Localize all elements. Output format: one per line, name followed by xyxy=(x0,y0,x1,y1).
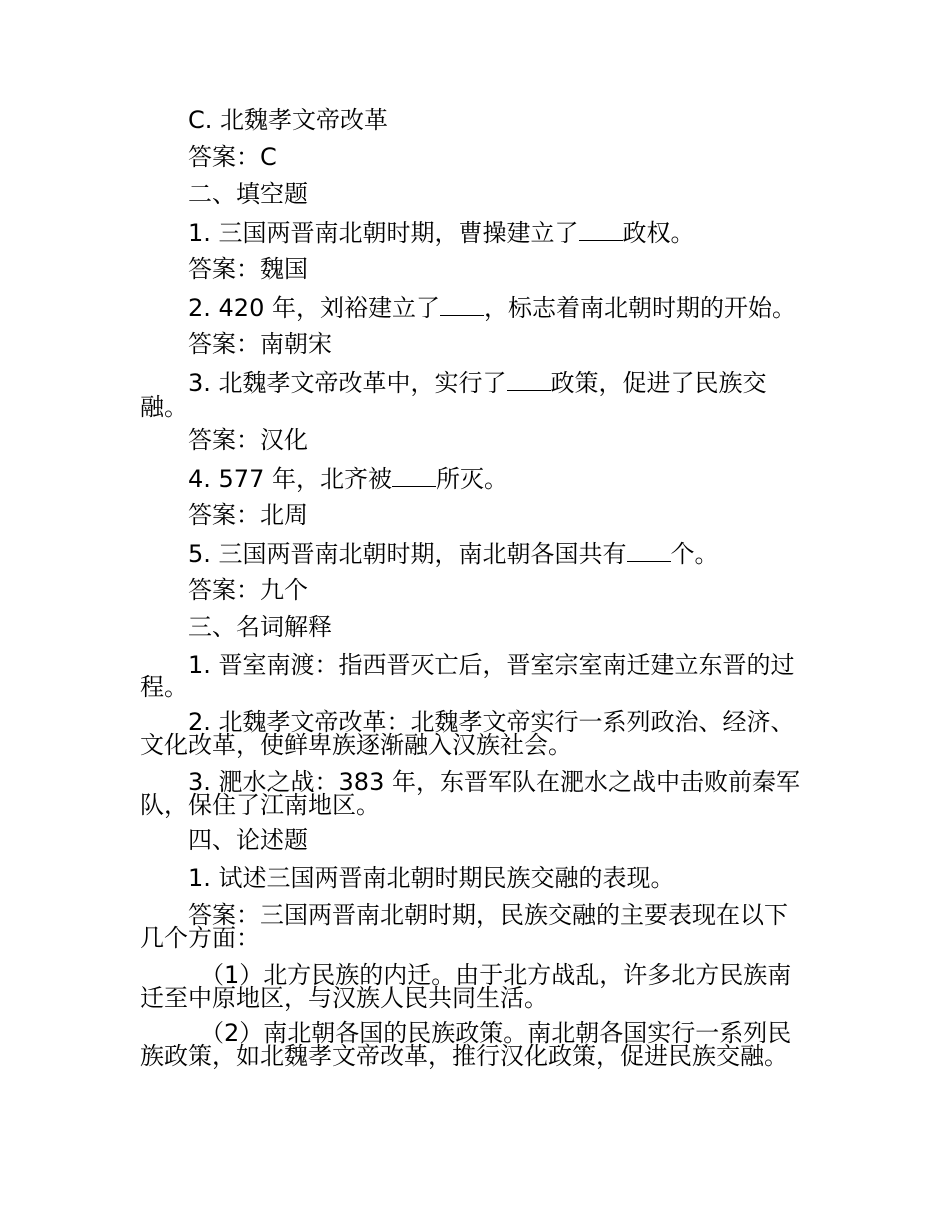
question-text: 政策，促进了民族交 xyxy=(550,369,767,397)
term-definition: 3. 淝水之战：383 年，东晋军队在淝水之战中击败前秦军 xyxy=(188,768,800,796)
option-c: C. 北魏孝文帝改革 xyxy=(188,106,389,134)
answer-blank xyxy=(392,466,436,487)
section-heading-essay: 四、论述题 xyxy=(188,826,308,854)
section-heading-terms: 三、名词解释 xyxy=(188,613,332,641)
section-heading-fill-blank: 二、填空题 xyxy=(188,180,308,208)
answer-blank xyxy=(440,295,484,316)
question-text: 4. 577 年，北齐被 xyxy=(188,465,392,493)
answer-line: 答案：北周 xyxy=(188,501,308,529)
question-text: 2. 420 年，刘裕建立了 xyxy=(188,294,440,322)
question-text: 5. 三国两晋南北朝时期，南北朝各国共有 xyxy=(188,540,627,568)
answer-line: 答案：C xyxy=(188,143,277,171)
question-line xyxy=(188,295,868,320)
term-continuation: 文化改革，使鲜卑族逐渐融入汉族社会。 xyxy=(140,731,572,759)
question-continuation: 融。 xyxy=(140,393,188,421)
essay-point-continuation: 迁至中原地区，与汉族人民共同生活。 xyxy=(140,984,548,1012)
answer-blank xyxy=(627,541,671,562)
term-continuation: 程。 xyxy=(140,673,188,701)
essay-answer-line: 答案：三国两晋南北朝时期，民族交融的主要表现在以下 xyxy=(188,901,788,929)
essay-point: （2）南北朝各国的民族政策。南北朝各国实行一系列民 xyxy=(200,1019,792,1047)
question-line xyxy=(188,466,868,491)
essay-question: 1. 试述三国两晋南北朝时期民族交融的表现。 xyxy=(188,864,675,892)
question-line xyxy=(188,220,868,245)
question-line xyxy=(188,370,868,395)
question-text: 1. 三国两晋南北朝时期，曹操建立了 xyxy=(188,219,579,247)
term-definition: 2. 北魏孝文帝改革：北魏孝文帝实行一系列政治、经济、 xyxy=(188,708,795,736)
essay-point: （1）北方民族的内迁。由于北方战乱，许多北方民族南 xyxy=(200,961,792,989)
question-text: 3. 北魏孝文帝改革中，实行了 xyxy=(188,369,507,397)
answer-line: 答案：汉化 xyxy=(188,426,308,454)
essay-point-continuation: 族政策，如北魏孝文帝改革，推行汉化政策，促进民族交融。 xyxy=(140,1042,788,1070)
answer-line: 答案：魏国 xyxy=(188,255,308,283)
answer-blank xyxy=(579,220,623,241)
answer-blank xyxy=(507,370,551,391)
answer-line: 答案：南朝宋 xyxy=(188,330,332,358)
question-text: 所灭。 xyxy=(435,465,508,493)
question-text: ，标志着南北朝时期的开始。 xyxy=(483,294,796,322)
term-continuation: 队，保住了江南地区。 xyxy=(140,791,380,819)
answer-line: 答案：九个 xyxy=(188,576,308,604)
essay-answer-continuation: 几个方面： xyxy=(140,924,260,952)
question-text: 个。 xyxy=(670,540,719,568)
question-line xyxy=(188,541,868,566)
term-definition: 1. 晋室南渡：指西晋灭亡后，晋室宗室南迁建立东晋的过 xyxy=(188,651,795,679)
question-text: 政权。 xyxy=(622,219,695,247)
